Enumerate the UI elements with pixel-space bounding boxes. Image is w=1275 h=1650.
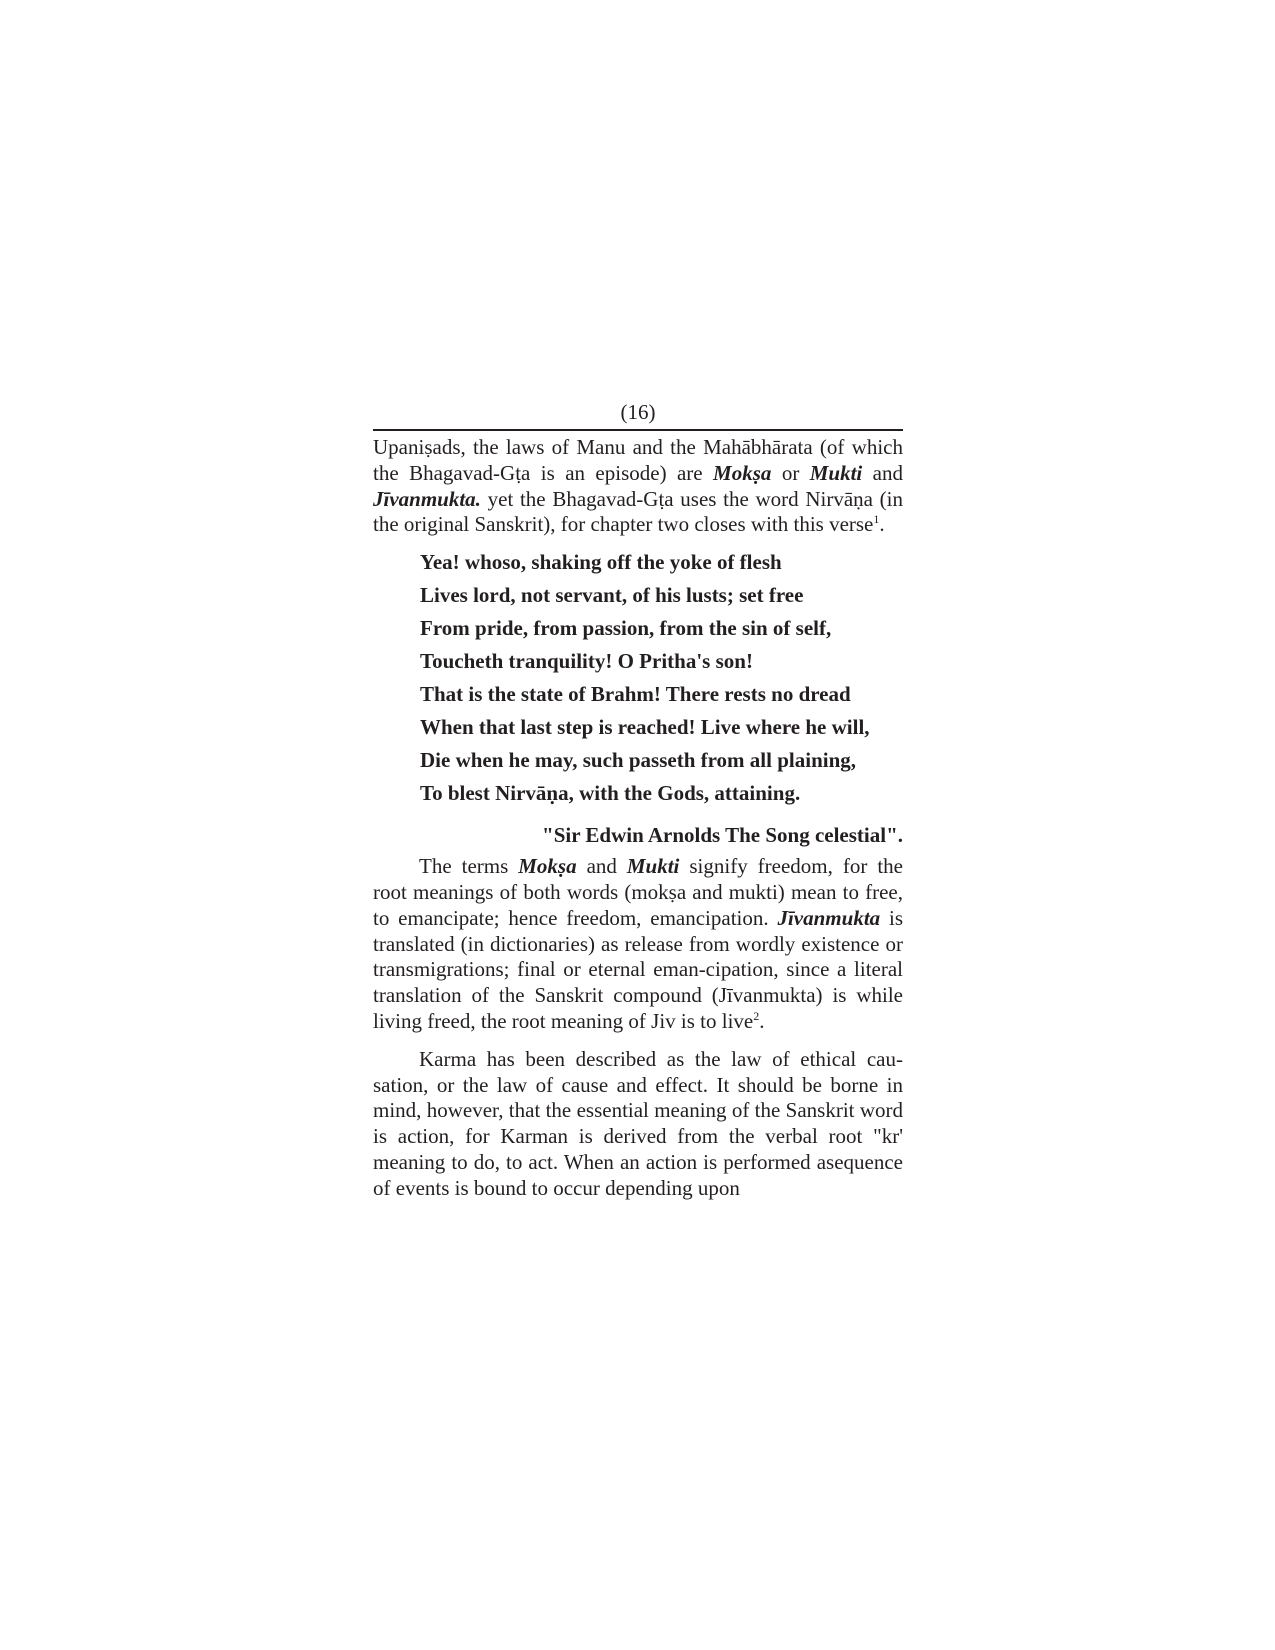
paragraph-text: . xyxy=(759,1008,765,1033)
page-number: (16) xyxy=(620,400,656,424)
term-moksa: Mokṣa xyxy=(518,854,577,879)
header-rule xyxy=(373,429,903,431)
paragraph-karma: Karma has been described as the law of ethical cau-sation, or the law of cause and effect. It should be borne in mind, however, that the essential meaning of the Sanskrit word is action, for Karman is derived from the verbal root "kr' meaning to do, to act. When an action is performed asequence of events is bound to occur depending upon xyxy=(373,1046,903,1200)
verse-line: When that last step is reached! Live where he will, xyxy=(420,715,870,740)
footnote-ref-1: 1 xyxy=(873,512,880,527)
paragraph-text: signify freedom, for the root meanings of both words (mokṣa and mukti) mean to free, to emancipate; hence freedom, emancipation. xyxy=(373,854,903,930)
verse-line: That is the state of Brahm! There rests no dread xyxy=(420,682,851,707)
term-mukti: Mukti xyxy=(626,854,680,879)
term-jivanmukta: Jīvanmukta. xyxy=(373,486,481,511)
footnote-ref-2: 2 xyxy=(753,1008,760,1023)
verse-line: Lives lord, not servant, of his lusts; set free xyxy=(420,583,804,608)
verse-line: Die when he may, such passeth from all plaining, xyxy=(420,748,857,773)
paragraph-text: Upaniṣads, the laws of Manu and the Mahābhārata (of which the Bhagavad-Gṭa is an episode) are xyxy=(373,435,903,485)
term-moksa: Mokṣa xyxy=(713,460,772,485)
term-jivanmukta: Jīvanmukta xyxy=(777,905,881,930)
paragraph-text: and xyxy=(576,854,627,879)
paragraph-text: yet the Bhagavad-Gṭa uses the word Nirvāṇa (in the original Sanskrit), for chapter two closes with this verse xyxy=(373,486,903,537)
verse-attribution: "Sir Edwin Arnolds The Song celestial". xyxy=(542,823,903,848)
paragraph-text: and xyxy=(862,460,904,485)
verse-quote xyxy=(420,546,903,810)
paragraph-moksa-mukti xyxy=(373,854,903,1035)
verse-line: To blest Nirvāṇa, with the Gods, attaining. xyxy=(420,781,801,806)
paragraph-text: . xyxy=(879,512,885,537)
paragraph-intro xyxy=(373,435,903,538)
verse-line: From pride, from passion, from the sin of self, xyxy=(420,616,832,641)
paragraph-text: The terms xyxy=(419,854,519,879)
verse-line: Yea! whoso, shaking off the yoke of flesh xyxy=(420,550,782,575)
verse-line: Toucheth tranquility! O Pritha's son! xyxy=(420,649,753,674)
term-mukti: Mukti xyxy=(809,460,863,485)
page-content xyxy=(373,398,903,1202)
paragraph-text: or xyxy=(771,460,810,485)
paragraph-text: is translated (in dictionaries) as release from wordly existence or transmigrations; final or eternal eman-cipation, since a literal translation of the Sanskrit compound (Jīvanmukta) is while living freed, the root meaning of Jiv is to live xyxy=(373,905,903,1033)
